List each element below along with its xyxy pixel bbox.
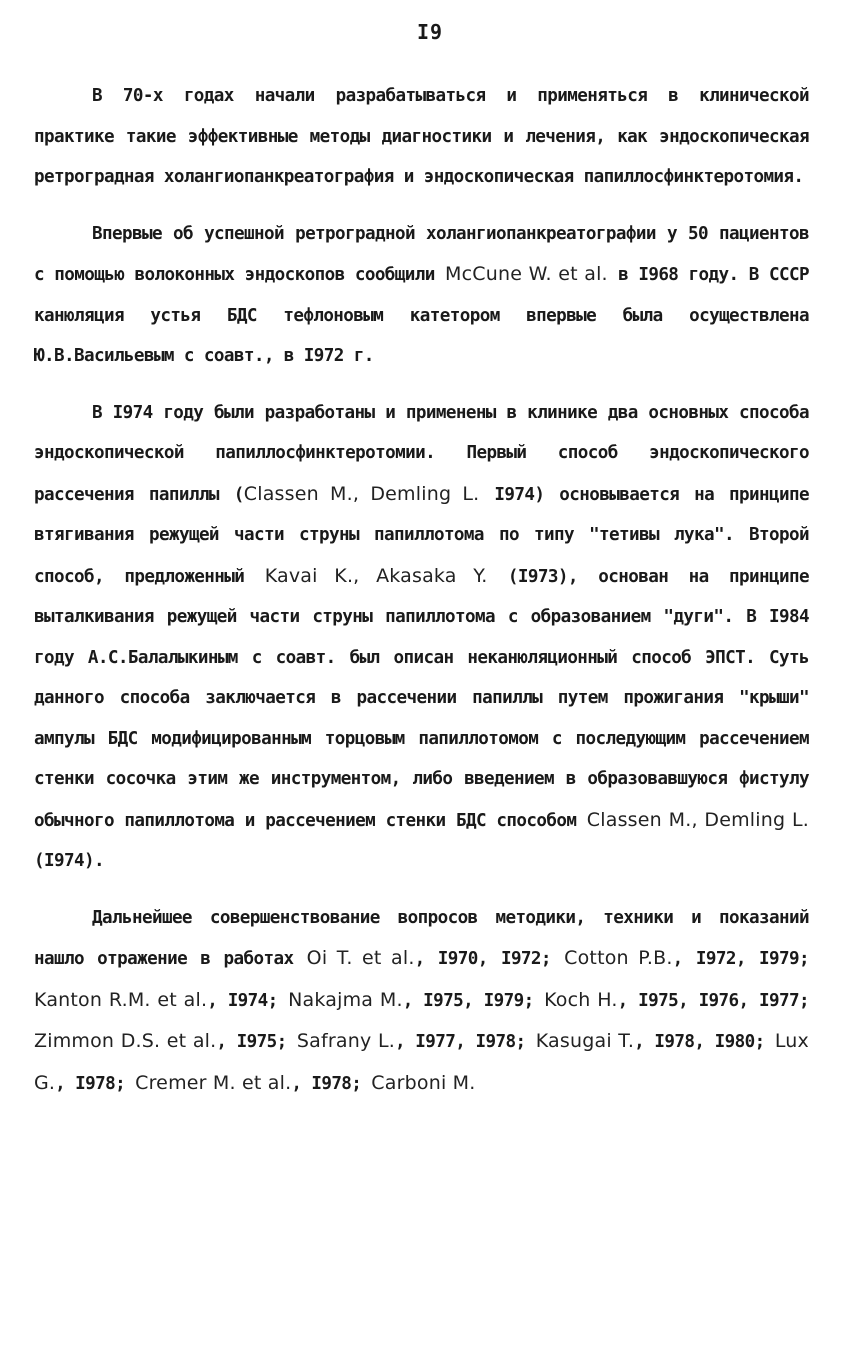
text-segment: , I975; [216,1032,297,1052]
text-segment: , I975, I976, I977; [617,990,809,1011]
text-segment: , I978; [55,1073,136,1094]
text-segment: , I977, I978; [394,1032,536,1052]
handwritten-citation: Koch H. [544,988,618,1011]
text-segment: (I974). [34,851,104,871]
handwritten-citation: Safrany L. [296,1030,395,1052]
handwritten-citation: Lux G. [34,1030,809,1094]
handwritten-citation: Kavai K., Akasaka Y. [264,564,488,587]
text-segment: , I972, I979; [672,949,809,969]
text-segment: I974) основывается на принципе втягивания режущей части струны папиллотома по типу "тетивы лука". Второй способ, предложенный [34,484,809,587]
text-segment: Дальнейшее совершенствование вопросов методики, техники и показаний нашло отражение в работах [34,907,809,969]
page-number: I9 [416,20,444,44]
text-segment: Впервые об успешной ретроградной холангиопанкреатографии у 50 пациентов с помощью волоконных эндоскопов сообщили [34,223,809,285]
handwritten-citation: Cotton P.B. [564,947,673,969]
handwritten-citation: McCune W. et al. [445,263,608,285]
body-text [34,76,809,1104]
text-segment: в I968 году. В СССР канюляция устья БДС тефлоновым катетором впервые была осуществлена Ю.В.Васильевым с соавт., в I972 г. [34,265,810,366]
handwritten-citation: Nakajma M. [288,988,403,1011]
handwritten-citation: Classen M., Demling L. [586,808,809,831]
paragraph [34,214,809,377]
handwritten-citation: Zimmon D.S. et al. [34,1030,217,1052]
text-segment: , I970, I972; [414,949,565,969]
paragraph [34,393,809,882]
text-segment: (I973), основан на принципе выталкивания режущей части струны папиллотома с образованием "дуги". В I984 году А.С.Балалыкиным с соавт. был описан неканюляционный способ ЭПСТ. Суть данного способа заключается в рассечении папиллы путем прожигания "крыши" ампулы БДС модифицированным торцовым папиллотомом с последующим рассечением стенки сосочка этим же инструментом, либо введением в образовавшуюся фистулу обычного папиллотома и рассечением стенки БДС способом [34,566,809,831]
paragraph [34,76,809,198]
text-segment: , I978, I980; [634,1032,775,1052]
text-segment: , I975, I979; [402,990,545,1011]
paragraph [34,898,809,1105]
handwritten-citation: Classen M., Demling L. [243,482,480,505]
text-segment: , I978; [291,1073,372,1094]
text-segment: В I974 году были разработаны и применены в клинике два основных способа эндоскопической папиллосфинктеротомии. Первый способ эндоскопического расcечения папиллы ( [34,402,809,505]
handwritten-citation: Oi T. et al. [306,947,415,969]
handwritten-citation: Carboni M. [371,1071,476,1094]
text-segment: , I974; [207,990,289,1011]
handwritten-citation: Kanton R.M. et al. [34,988,208,1011]
text-segment: В 70-х годах начали разрабатываться и применяться в клинической практике такие эффективные методы диагностики и лечения, как эндоскопическая ретроградная холангиопанкреатография и эндоскопическая папиллосфинктеротомия. [34,86,809,187]
handwritten-citation: Kasugai T. [535,1030,635,1052]
handwritten-citation: Cremer M. et al. [135,1071,292,1094]
